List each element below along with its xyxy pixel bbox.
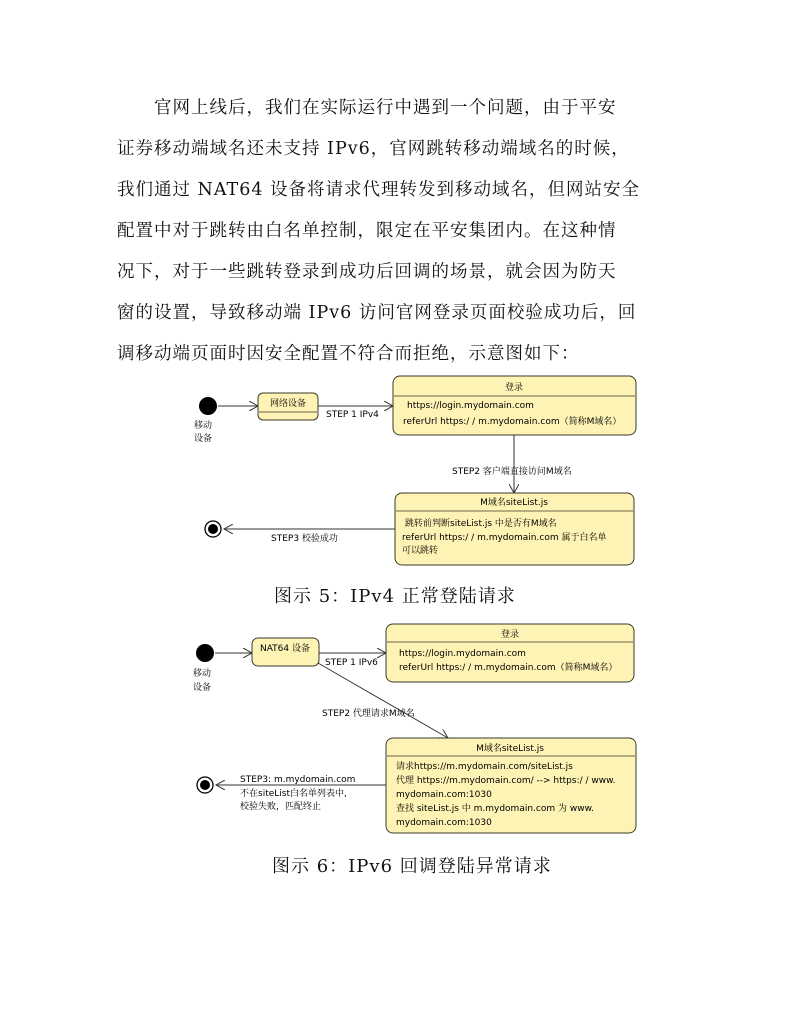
step1-label: STEP 1 IPv4 xyxy=(326,410,379,420)
sitelist-line: 跳转前判断siteList.js 中是否有M域名 xyxy=(405,519,557,529)
login-line: referUrl https:/ / m.mydomain.com（简称M域名） xyxy=(403,417,622,427)
step1-label: STEP 1 IPv6 xyxy=(325,658,378,668)
login-line: https://login.mydomain.com xyxy=(407,401,534,411)
sitelist-title: M域名siteList.js xyxy=(476,744,544,754)
step3-label: 校验失败，匹配终止 xyxy=(240,802,322,812)
start-label: 设备 xyxy=(193,434,213,444)
sitelist-line: 请求https://m.mydomain.com/siteList.js xyxy=(396,762,573,772)
login-title: 登录 xyxy=(500,630,520,640)
step2-label: STEP2 代理请求M域名 xyxy=(322,709,415,719)
diagram-ipv4 xyxy=(194,376,636,565)
sitelist-line: mydomain.com:1030 xyxy=(396,818,492,828)
sitelist-line: 查找 siteList.js 中 m.mydomain.com 为 www. xyxy=(396,804,594,814)
sitelist-line: mydomain.com:1030 xyxy=(396,790,492,800)
paragraph-line: 窗的设置，导致移动端 IPv6 访问官网登录页面校验成功后，回 xyxy=(117,303,637,323)
figure-caption: 图示 6：IPv6 回调登陆异常请求 xyxy=(272,856,552,877)
start-label: 移动 xyxy=(192,669,212,679)
start-label: 移动 xyxy=(193,421,213,431)
step2-label: STEP2 客户端直接访问M域名 xyxy=(452,467,572,477)
step3-label: STEP3: m.mydomain.com xyxy=(240,775,356,785)
figure-caption: 图示 5：IPv4 正常登陆请求 xyxy=(274,586,516,607)
paragraph-line: 我们通过 NAT64 设备将请求代理转发到移动域名，但网站安全 xyxy=(117,180,641,200)
paragraph-line: 况下，对于一些跳转登录到成功后回调的场景，就会因为防天 xyxy=(117,262,617,282)
diagram-ipv6 xyxy=(193,624,636,833)
start-node xyxy=(196,644,214,662)
login-title: 登录 xyxy=(504,383,524,393)
paragraph-line: 调移动端页面时因安全配置不符合而拒绝，示意图如下： xyxy=(117,344,580,364)
sitelist-title: M域名siteList.js xyxy=(480,498,548,508)
start-label: 设备 xyxy=(192,683,212,693)
paragraph-line: 配置中对于跳转由白名单控制，限定在平安集团内。在这种情 xyxy=(117,221,617,241)
login-line: referUrl https:/ / m.mydomain.com（简称M域名） xyxy=(399,663,618,673)
start-node xyxy=(199,397,217,415)
nat64-label: NAT64 设备 xyxy=(259,644,311,654)
step3-label: 不在siteList白名单列表中, xyxy=(240,789,347,799)
sitelist-line: referUrl https:/ / m.mydomain.com 属于白名单 xyxy=(402,533,607,543)
paragraph-line: 官网上线后，我们在实际运行中遇到一个问题，由于平安 xyxy=(154,98,617,118)
login-line: https://login.mydomain.com xyxy=(399,649,526,659)
network-device-label: 网络设备 xyxy=(269,399,307,409)
paragraph-line: 证券移动端域名还未支持 IPv6，官网跳转移动端域名的时候， xyxy=(117,139,630,159)
step3-label: STEP3 校验成功 xyxy=(271,534,338,544)
sitelist-line: 可以跳转 xyxy=(402,546,439,556)
sitelist-line: 代理 https://m.mydomain.com/ --> https:/ / www. xyxy=(396,776,616,786)
